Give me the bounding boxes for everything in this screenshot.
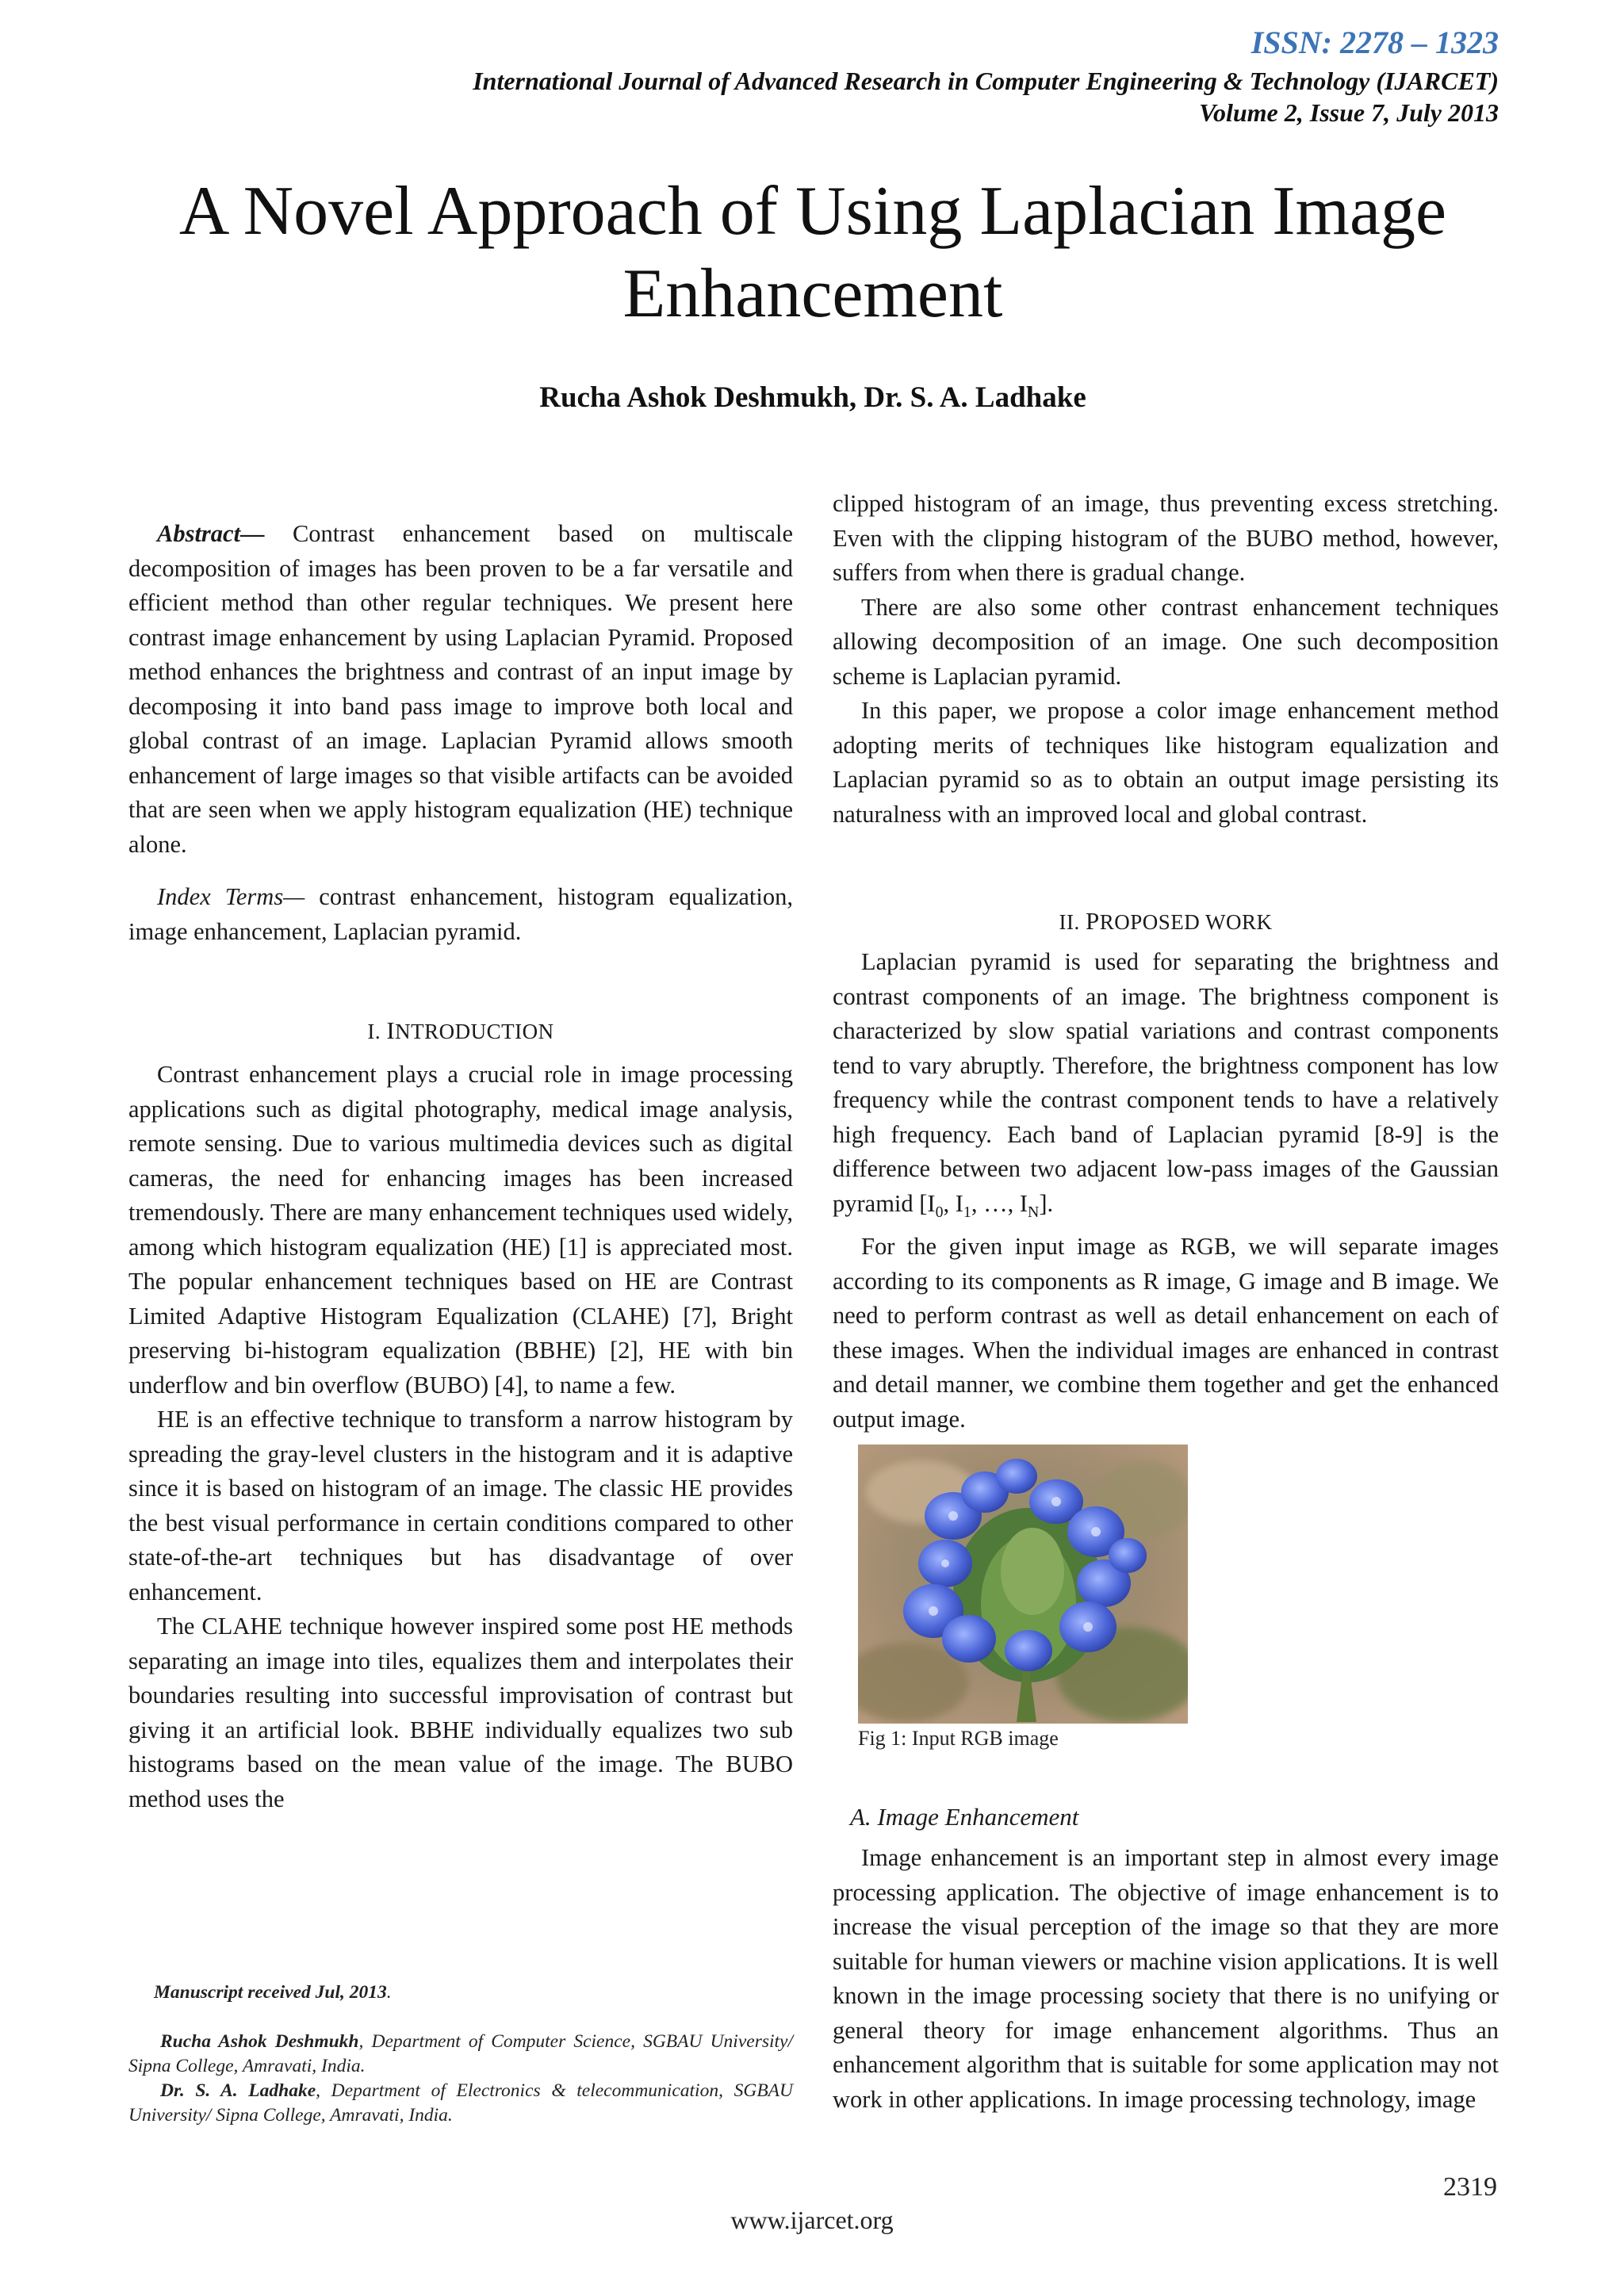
proposed-paragraph: For the given input image as RGB, we will separate images according to its components as R image, G image and B image. We need to perform contrast as well as detail enhancement on each of these images. When the individual images are enhanced in contrast and detail manner, we combine them together and get the enhanced output image. [833,1233,1499,1433]
intro-paragraph: HE is an effective technique to transform a narrow histogram by spreading the gray-level clusters in the histogram and it is adaptive since it is based on histogram of an image. The classic HE provides the best visual performance in certain conditions compared to other state-of-the-art techniques but has disadvantage of over enhancement. [128,1406,793,1605]
page-number: 2319 [1443,2172,1497,2202]
abstract-text: Contrast enhancement based on multiscale decomposition of images has been proven to be a far versatile and efficient method than other regular techniques. We present here contrast image enhancement by using Laplacian Pyramid. Proposed method enhances the brightness and contrast of an input image by decomposing it into band pass image to improve both local and global contrast of an image. Laplacian Pyramid allows smooth enhancement of large images so that visible artifacts can be avoided that are seen when we apply histogram equalization (HE) technique alone. [128,520,793,858]
flower-photo [858,1445,1188,1724]
footnote-authors: Rucha Ashok Deshmukh, Department of Computer Science, SGBAU University/ Sipna College, Amravati, India. Dr. S. A. Ladhake, Department of Electronics & telecommunication, SGBAU University/ Sipna College, Amravati, India. [128,2031,794,2126]
intro-paragraph: In this paper, we propose a color image enhancement method adopting merits of techniques like histogram equalization and Laplacian pyramid so as to obtain an output image persisting its naturalness with an improved local and global contrast. [833,697,1499,828]
proposed-paragraph: Laplacian pyramid is used for separating the brightness and contrast components of an image. The brightness component is characterized by slow spatial variations and contrast components tend to vary abruptly. Therefore, the brightness component has low frequency while the contrast component tends to have a relatively high frequency. Each band of Laplacian pyramid [8-9] is the difference between two adjacent low-pass images of the Gaussian pyramid [$I_0$, $I_1$, …, $I_N$]. [833,948,1499,1221]
index-terms-label: Index Terms— [157,883,305,910]
image-enhancement-paragraph: Image enhancement is an important step in almost every image processing application. The objective of image enhancement is to increase the visual perception of the image so that they are more suitable for human viewers or machine vision applications. It is well known in the image processing society that there is no unifying or general theory for image enhancement algorithms. Thus an enhancement algorithm that is suitable for some application may not work in other applications. In image processing technology, image [833,1844,1499,2113]
image-enhancement-body [833,1841,1499,2117]
index-terms [128,880,793,949]
intro-paragraph: Contrast enhancement plays a crucial role in image processing applications such as digital photography, medical image analysis, remote sensing. Due to various multimedia devices such as digital cameras, the need for enhancing images has been increased tremendously. There are many enhancement techniques used widely, among which histogram equalization (HE) [1] is appreciated most. The popular enhancement techniques based on HE are Contrast Limited Adaptive Histogram Equalization (CLAHE) [7], Bright preserving bi-histogram equalization (BBHE) [2], HE with bin underflow and bin overflow (BUBO) [4], to name a few. [128,1061,793,1399]
footnote-author1-name: Rucha Ashok Deshmukh [160,2031,359,2052]
figure-caption: Fig 1: Input RGB image [858,1727,1059,1750]
issn: ISSN: 2278 – 1323 [1251,25,1499,60]
introduction-section [128,1013,793,1050]
abstract [128,517,793,862]
journal-volume: Volume 2, Issue 7, July 2013 [1199,98,1499,127]
paper-authors: Rucha Ashok Deshmukh, Dr. S. A. Ladhake [539,381,1086,414]
figure-input-rgb-image [858,1445,1188,1724]
abstract-label: Abstract— [157,520,265,547]
intro-paragraph: clipped histogram of an image, thus preventing excess stretching. Even with the clipping histogram of the BUBO method, however, suffers from when there is gradual change. [833,490,1499,586]
introduction-body [128,1058,793,1816]
intro-continued [833,487,1499,832]
footnote-author2-name: Dr. S. A. Ladhake [160,2080,316,2101]
paper-title: A Novel Approach of Using Laplacian Image Enhancement [178,173,1447,332]
proposed-work-section [833,904,1499,940]
index-terms-text: contrast enhancement, histogram equalization, image enhancement, Laplacian pyramid. [128,883,793,945]
journal-website: www.ijarcet.org [730,2206,894,2234]
proposed-work-heading: II. PROPOSED WORK [1059,907,1273,935]
journal-name: International Journal of Advanced Research in Computer Engineering & Technology (IJARCET) [473,67,1499,95]
proposed-work-body [833,945,1499,1437]
image-enhancement-section [833,1800,1499,1835]
intro-paragraph: There are also some other contrast enhancement techniques allowing decomposition of an image. One such decomposition scheme is Laplacian pyramid. [833,593,1499,690]
introduction-heading: I. INTRODUCTION [367,1016,554,1044]
intro-paragraph: The CLAHE technique however inspired some post HE methods separating an image into tiles, equalizes them and interpolates their boundaries resulting into successful improvisation of contrast but giving it an artificial look. BBHE individually equalizes two sub histograms based on the mean value of the image. The BUBO method uses the [128,1613,793,1812]
image-enhancement-heading: A. Image Enhancement [850,1803,1079,1831]
footnote-manuscript: Manuscript received Jul, 2013. [154,1982,392,2003]
